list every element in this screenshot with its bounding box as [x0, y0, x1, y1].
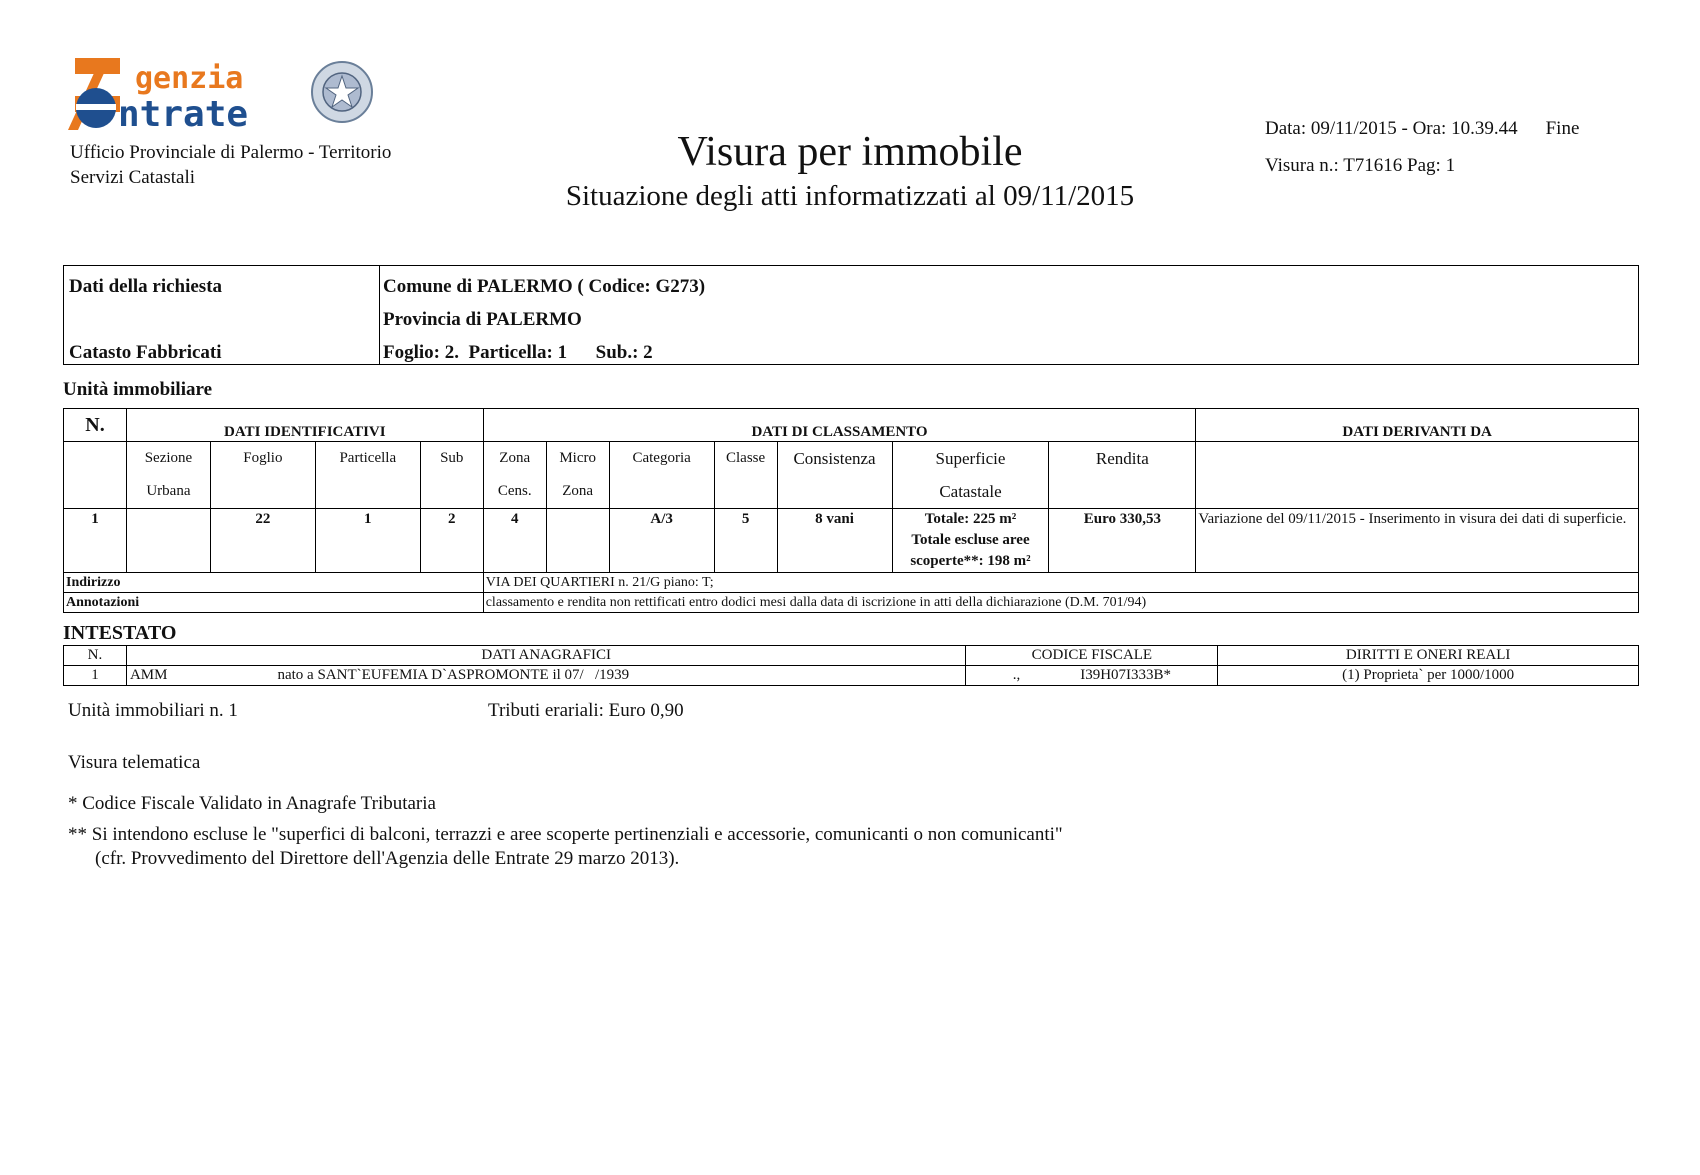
intestato-birth: nato a SANT`EUFEMIA D`ASPROMONTE il 07/ /1939	[277, 667, 630, 683]
subtitle-text: Situazione degli atti informatizzati al 09/11/2015	[565, 180, 1135, 212]
tributi-erariali: Tributi erariali: Euro 0,90	[488, 700, 684, 721]
comune-value: Comune di PALERMO ( Codice: G273)	[383, 276, 706, 297]
table-row	[64, 509, 1639, 573]
catasto-label: Catasto Fabbricati	[69, 342, 222, 363]
unit-section-title: Unità immobiliare	[63, 379, 213, 400]
unit-group-header	[64, 409, 1639, 442]
header-n: N.	[64, 409, 127, 442]
logo-text-2: ntrate	[118, 94, 249, 135]
indirizzo-label: Indirizzo	[64, 573, 484, 593]
intestato-anagrafici	[126, 666, 966, 686]
cell-classe: 5	[714, 509, 777, 573]
intestato-cf-prefix: .,	[1012, 667, 1021, 683]
col-micro: Micro Zona	[546, 442, 609, 509]
col-rendita: Rendita	[1049, 442, 1196, 509]
cell-sub: 2	[420, 509, 483, 573]
intestato-table	[63, 645, 1639, 686]
intestato-header-anagrafici: DATI ANAGRAFICI	[126, 646, 966, 666]
intestato-header-cf: CODICE FISCALE	[966, 646, 1218, 666]
col-categoria: Categoria	[609, 442, 714, 509]
col-classe: Classe	[714, 442, 777, 509]
intestato-n: 1	[64, 666, 127, 686]
office-line-1: Ufficio Provinciale di Palermo - Territorio	[70, 142, 392, 163]
visura-meta	[1265, 110, 1579, 184]
cell-foglio: 22	[210, 509, 315, 573]
header-identificativi: DATI IDENTIFICATIVI	[126, 409, 483, 442]
cell-rendita: Euro 330,53	[1049, 509, 1196, 573]
col-foglio: Foglio	[210, 442, 315, 509]
emblem-icon	[312, 62, 372, 122]
agenzia-entrate-logo	[60, 52, 380, 137]
intestato-header-diritti: DIRITTI E ONERI REALI	[1218, 646, 1639, 666]
logo-text-1: genzia	[135, 61, 244, 96]
unit-column-header	[64, 442, 1639, 509]
col-particella: Particella	[315, 442, 420, 509]
cell-derivanti: Variazione del 09/11/2015 - Inserimento in visura dei dati di superficie.	[1196, 509, 1639, 573]
foglio-value: Foglio: 2. Particella: 1 Sub.: 2	[383, 342, 653, 363]
provincia-value: Provincia di PALERMO	[383, 309, 582, 330]
annotazioni-row	[64, 593, 1639, 613]
note-codice-fiscale: * Codice Fiscale Validato in Anagrafe Tributaria	[68, 793, 436, 814]
cell-consistenza: 8 vani	[777, 509, 892, 573]
intestato-name: AMM	[129, 667, 168, 683]
office-line-2: Servizi Catastali	[70, 167, 196, 188]
indirizzo-value: VIA DEI QUARTIERI n. 21/G piano: T;	[483, 573, 1638, 593]
annotazioni-value: classamento e rendita non rettificati entro dodici mesi dalla data di iscrizione in atti della dichiarazione (D.M. 701/94)	[483, 593, 1638, 613]
col-consistenza: Consistenza	[777, 442, 892, 509]
header-derivanti: DATI DERIVANTI DA	[1196, 409, 1639, 442]
cell-superficie: Totale: 225 m² Totale escluse aree scoperte**: 198 m²	[892, 509, 1049, 573]
request-box	[63, 265, 1639, 365]
cell-n: 1	[64, 509, 127, 573]
cell-zona: 4	[483, 509, 546, 573]
request-label: Dati della richiesta	[69, 276, 223, 297]
intestato-header	[64, 646, 1639, 666]
unit-table	[63, 408, 1639, 613]
intestato-header-n: N.	[64, 646, 127, 666]
annotazioni-label: Annotazioni	[64, 593, 484, 613]
col-sezione: Sezione Urbana	[126, 442, 210, 509]
title-text: Visura per immobile	[677, 129, 1023, 175]
col-sub: Sub	[420, 442, 483, 509]
intestato-cf: I39H07I333B*	[1080, 667, 1172, 683]
visura-telematica: Visura telematica	[68, 752, 201, 773]
intestato-cf-cell	[966, 666, 1218, 686]
date-line: Data: 09/11/2015 - Ora: 10.39.44	[1265, 118, 1518, 139]
col-superficie: Superficie Catastale	[892, 442, 1049, 509]
cell-micro	[546, 509, 609, 573]
note-superfici: ** Si intendono escluse le "superfici di balconi, terrazzi e aree scoperte pertinenziali e accessorie, comunicanti o non comunicanti"	[68, 824, 1063, 845]
intestato-title: INTESTATO	[63, 622, 177, 644]
table-row	[64, 666, 1639, 686]
intestato-diritti: (1) Proprieta` per 1000/1000	[1218, 666, 1639, 686]
cell-categoria: A/3	[609, 509, 714, 573]
fine-label: Fine	[1545, 118, 1580, 139]
note-provvedimento: (cfr. Provvedimento del Direttore dell'Agenzia delle Entrate 29 marzo 2013).	[95, 848, 680, 869]
indirizzo-row	[64, 573, 1639, 593]
cell-sezione	[126, 509, 210, 573]
unita-count: Unità immobiliari n. 1	[68, 700, 238, 721]
header-classamento: DATI DI CLASSAMENTO	[483, 409, 1196, 442]
visura-number: Visura n.: T71616 Pag: 1	[1265, 155, 1456, 176]
col-zona: Zona Cens.	[483, 442, 546, 509]
cell-particella: 1	[315, 509, 420, 573]
